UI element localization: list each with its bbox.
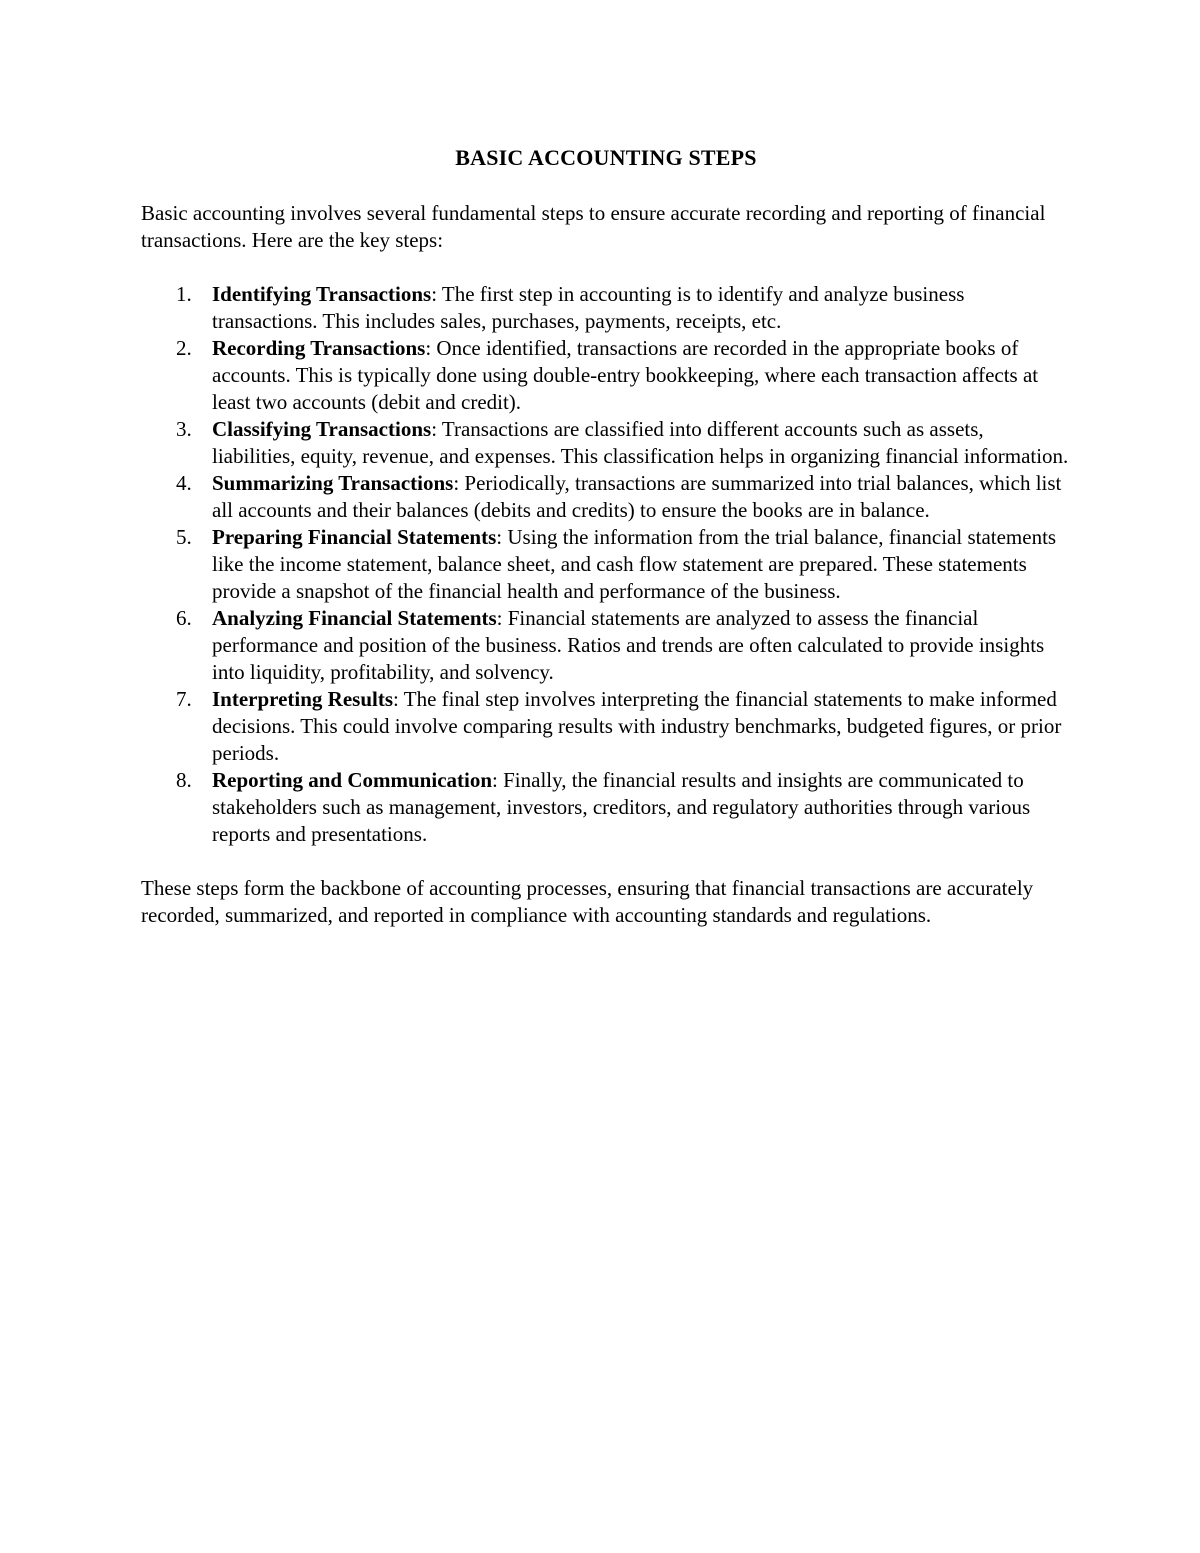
step-term: Reporting and Communication	[212, 768, 493, 792]
step-term: Summarizing Transactions	[212, 471, 454, 495]
step-item-4	[141, 470, 1071, 524]
step-item-6	[141, 605, 1071, 686]
step-term: Recording Transactions	[212, 336, 426, 360]
document-body	[141, 143, 1071, 929]
step-item-2	[141, 335, 1071, 416]
step-number: 3.	[176, 417, 192, 441]
step-number: 2.	[176, 336, 192, 360]
step-description: : Transactions are classified into different accounts such as assets, liabilities, equity, revenue, and expenses. This classification helps in organizing financial information.	[212, 417, 1069, 468]
step-number: 7.	[176, 687, 192, 711]
step-term: Analyzing Financial Statements	[212, 606, 497, 630]
step-description: : Finally, the financial results and insights are communicated to stakeholders such as management, investors, creditors, and regulatory authorities through various reports and presentations.	[212, 768, 1031, 846]
step-number: 4.	[176, 471, 192, 495]
step-item-5	[141, 524, 1071, 605]
step-term: Classifying Transactions	[212, 417, 432, 441]
step-item-3	[141, 416, 1071, 470]
step-term: Interpreting Results	[212, 687, 394, 711]
step-term: Identifying Transactions	[212, 282, 432, 306]
conclusion-paragraph: These steps form the backbone of accounting processes, ensuring that financial transactions are accurately recorded, summarized, and reported in compliance with accounting standards and regulations.	[141, 876, 1034, 927]
step-number: 6.	[176, 606, 192, 630]
step-item-8	[141, 767, 1071, 848]
step-description: : Financial statements are analyzed to assess the financial performance and position of the business. Ratios and trends are often calculated to provide insights into liquidity, profitability, and solvency.	[212, 606, 1045, 684]
step-number: 8.	[176, 768, 192, 792]
step-item-1	[141, 281, 1071, 335]
step-description: : Periodically, transactions are summarized into trial balances, which list all accounts and their balances (debits and credits) to ensure the books are in balance.	[212, 471, 1062, 522]
step-description: : The final step involves interpreting the financial statements to make informed decisions. This could involve comparing results with industry benchmarks, budgeted figures, or prior periods.	[212, 687, 1062, 765]
step-description: : Using the information from the trial balance, financial statements like the income statement, balance sheet, and cash flow statement are prepared. These statements provide a snapshot of the financial health and performance of the business.	[212, 525, 1057, 603]
step-term: Preparing Financial Statements	[212, 525, 497, 549]
step-item-7	[141, 686, 1071, 767]
step-description: : The first step in accounting is to identify and analyze business transactions. This includes sales, purchases, payments, receipts, etc.	[212, 282, 965, 333]
steps-list	[141, 281, 1071, 848]
step-number: 1.	[176, 282, 192, 306]
document-title: BASIC ACCOUNTING STEPS	[455, 145, 757, 170]
step-number: 5.	[176, 525, 192, 549]
step-description: : Once identified, transactions are recorded in the appropriate books of accounts. This is typically done using double-entry bookkeeping, where each transaction affects at least two accounts (debit and credit).	[212, 336, 1039, 414]
intro-paragraph: Basic accounting involves several fundamental steps to ensure accurate recording and reporting of financial transactions. Here are the key steps:	[141, 201, 1046, 252]
